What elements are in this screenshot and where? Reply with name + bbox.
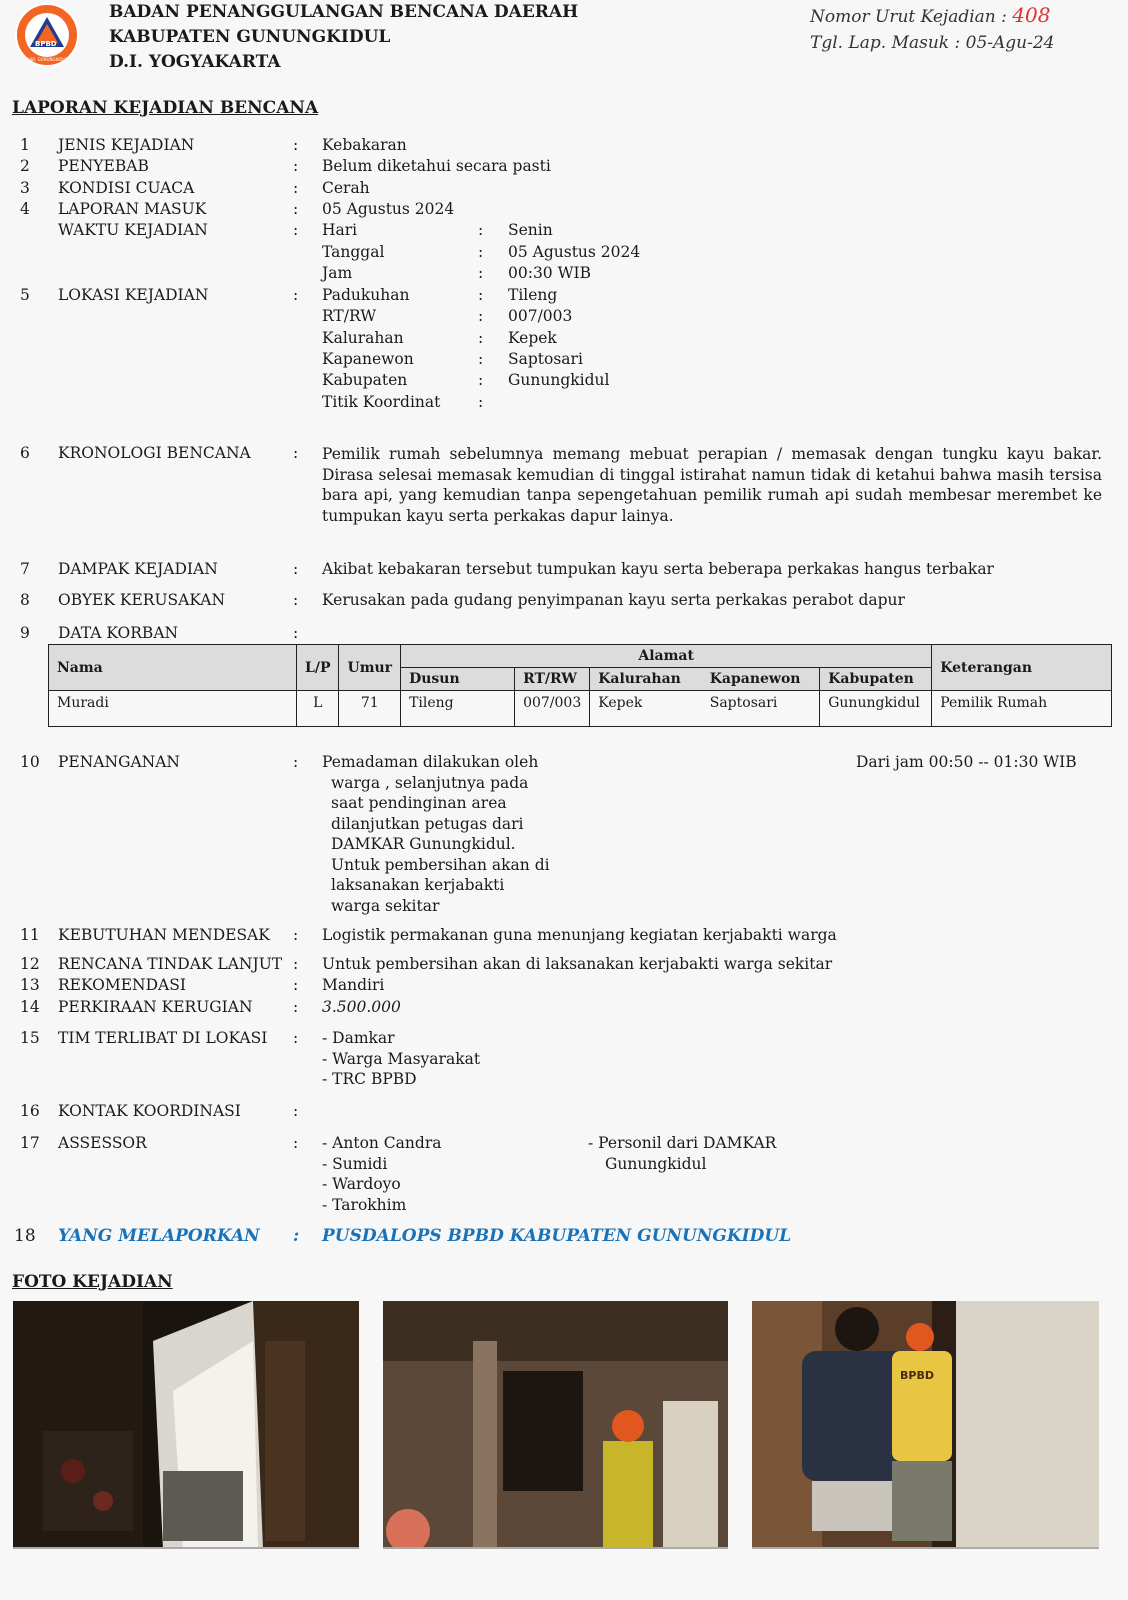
table-row [49, 691, 1112, 727]
item-11-colon: : [293, 926, 299, 944]
item-4-label: LAPORAN MASUK [58, 200, 207, 218]
padukuhan-colon: : [478, 286, 484, 304]
item-11-value: Logistik permakanan guna menunjang kegiatan kerjabakti warga [322, 926, 837, 944]
item-1-value: Kebakaran [322, 136, 407, 154]
cell-keterangan: Pemilik Rumah [932, 691, 1112, 727]
kabupaten-colon: : [478, 371, 484, 389]
item-16-label: KONTAK KOORDINASI [58, 1102, 241, 1120]
photos-title: FOTO KEJADIAN [12, 1272, 173, 1292]
koordinat-colon: : [478, 393, 484, 411]
kabupaten-value: Gunungkidul [508, 371, 610, 389]
item-10-label: PENANGANAN [58, 753, 180, 771]
kalurahan-value: Kepek [508, 329, 557, 347]
th-keterangan: Keterangan [932, 645, 1112, 691]
report-meta [810, 2, 1055, 56]
item-12-label: RENCANA TINDAK LANJUT [58, 955, 283, 973]
item-10-no: 10 [20, 753, 40, 771]
photo-2 [383, 1301, 728, 1549]
item-8-label: OBYEK KERUSAKAN [58, 591, 226, 609]
hari-value: Senin [508, 221, 553, 239]
th-kalurahan: Kalurahan [590, 668, 702, 691]
jam-label: Jam [322, 264, 353, 282]
item-18-label: YANG MELAPORKAN [58, 1226, 260, 1246]
waktu-colon: : [293, 221, 299, 239]
list-item: - TRC BPBD [322, 1070, 417, 1088]
agency-line3: D.I. YOGYAKARTA [109, 52, 281, 72]
bpbd-logo [14, 2, 80, 68]
item-17-no: 17 [20, 1134, 40, 1152]
th-alamat: Alamat [401, 645, 932, 668]
item-5-label: LOKASI KEJADIAN [58, 286, 209, 304]
list-item: - Wardoyo [322, 1175, 401, 1193]
list-item: - Sumidi [322, 1154, 388, 1173]
cell-dusun: Tileng [401, 691, 515, 727]
kalurahan-label: Kalurahan [322, 329, 404, 347]
item-9-label: DATA KORBAN [58, 624, 179, 642]
item-4-colon: : [293, 200, 299, 218]
tgl-lap-masuk: Tgl. Lap. Masuk : 05-Agu-24 [810, 33, 1055, 53]
item-18-value: PUSDALOPS BPBD KABUPATEN GUNUNGKIDUL [322, 1226, 792, 1246]
item-5-no: 5 [20, 286, 30, 304]
assessor-list [322, 1133, 441, 1215]
photo-3 [752, 1301, 1099, 1549]
tanggal-label: Tanggal [322, 243, 385, 261]
kapanewon-colon: : [478, 350, 484, 368]
item-12-value: Untuk pembersihan akan di laksanakan kerjabakti warga sekitar [322, 955, 833, 973]
item-2-label: PENYEBAB [58, 157, 149, 175]
item-18-colon: : [293, 1226, 300, 1246]
list-item: - Warga Masyarakat [322, 1049, 481, 1068]
item-7-value: Akibat kebakaran tersebut tumpukan kayu serta beberapa perkakas hangus terbakar [322, 560, 994, 578]
hari-label: Hari [322, 221, 358, 239]
cell-rtrw: 007/003 [515, 691, 590, 727]
th-rtrw: RT/RW [515, 668, 590, 691]
kapanewon-value: Saptosari [508, 350, 583, 368]
logo-text: BPBD [35, 40, 57, 48]
hari-colon: : [478, 221, 484, 239]
item-9-no: 9 [20, 624, 30, 642]
item-2-value: Belum diketahui secara pasti [322, 157, 551, 175]
th-kabupaten: Kabupaten [820, 668, 932, 691]
assessor-other-line2: Gunungkidul [605, 1154, 707, 1173]
item-8-value: Kerusakan pada gudang penyimpanan kayu serta perkakas perabot dapur [322, 591, 905, 609]
th-dusun: Dusun [401, 668, 515, 691]
item-6-value: Pemilik rumah sebelumnya memang mebuat perapian / memasak dengan tungku kayu bakar. Dirasa selesai memasak kemudian di tinggal istirahat namun tidak di ketahui bahwa masih tersisa bara api, yang kemudian tanpa sepengetahuan pemilik rumah api sudah membesar merembet ke tumpukan kayu serta perkakas dapur lainya. [322, 445, 1102, 525]
tanggal-colon: : [478, 243, 484, 261]
item-6-no: 6 [20, 444, 30, 462]
item-2-colon: : [293, 157, 299, 175]
item-1-no: 1 [20, 136, 30, 154]
th-umur: Umur [339, 645, 401, 691]
th-kapanewon: Kapanewon [702, 668, 820, 691]
item-14-no: 14 [20, 998, 40, 1016]
item-4-value: 05 Agustus 2024 [322, 200, 455, 218]
item-1-colon: : [293, 136, 299, 154]
item-12-no: 12 [20, 955, 40, 973]
cell-nama: Muradi [49, 691, 297, 727]
item-3-colon: : [293, 179, 299, 197]
item-7-no: 7 [20, 560, 30, 578]
item-10-colon: : [293, 753, 299, 771]
waktu-label: WAKTU KEJADIAN [58, 221, 208, 239]
item-14-colon: : [293, 998, 299, 1016]
team-list [322, 1028, 480, 1090]
report-title: LAPORAN KEJADIAN BENCANA [12, 98, 319, 118]
rtrw-value: 007/003 [508, 307, 573, 325]
item-11-label: KEBUTUHAN MENDESAK [58, 926, 270, 944]
item-13-label: REKOMENDASI [58, 976, 186, 994]
cell-kabupaten: Gunungkidul [820, 691, 932, 727]
item-17-label: ASSESSOR [58, 1134, 147, 1152]
kalurahan-colon: : [478, 329, 484, 347]
item-1-label: JENIS KEJADIAN [58, 136, 195, 154]
item-14-value: 3.500.000 [322, 998, 401, 1016]
item-11-no: 11 [20, 926, 40, 944]
assessor-other [588, 1133, 776, 1174]
item-15-no: 15 [20, 1029, 40, 1047]
item-7-colon: : [293, 560, 299, 578]
item-17-colon: : [293, 1134, 299, 1152]
nomor-label: Nomor Urut Kejadian : [810, 7, 1013, 27]
list-item: - Damkar [322, 1029, 395, 1047]
th-nama: Nama [49, 645, 297, 691]
item-2-no: 2 [20, 157, 30, 175]
rtrw-label: RT/RW [322, 307, 377, 325]
item-9-colon: : [293, 624, 299, 642]
agency-name [109, 0, 578, 75]
agency-line1: BADAN PENANGGULANGAN BENCANA DAERAH [109, 2, 579, 22]
photo-badge: BPBD [900, 1369, 934, 1382]
jam-value: 00:30 WIB [508, 264, 592, 282]
item-12-colon: : [293, 955, 299, 973]
list-item: - Anton Candra [322, 1134, 442, 1152]
assessor-other-line1: - Personil dari DAMKAR [588, 1134, 777, 1152]
padukuhan-label: Padukuhan [322, 286, 410, 304]
item-16-colon: : [293, 1102, 299, 1120]
cell-umur: 71 [339, 691, 401, 727]
item-13-colon: : [293, 976, 299, 994]
item-4-no: 4 [20, 200, 30, 218]
item-5-colon: : [293, 286, 299, 304]
agency-line2: KABUPATEN GUNUNGKIDUL [109, 27, 391, 47]
item-16-no: 16 [20, 1102, 40, 1120]
item-8-no: 8 [20, 591, 30, 609]
kabupaten-label: Kabupaten [322, 371, 408, 389]
korban-table [48, 644, 1112, 727]
nomor-value: 408 [1012, 3, 1051, 27]
item-15-colon: : [293, 1029, 299, 1047]
cell-kalurahan: Kepek [590, 691, 702, 727]
item-3-value: Cerah [322, 179, 370, 197]
item-18-no: 18 [14, 1226, 36, 1246]
th-lp: L/P [297, 645, 339, 691]
logo-ring-text: KAB. GUNUNGKIDUL [27, 57, 68, 62]
tanggal-value: 05 Agustus 2024 [508, 243, 641, 261]
list-item: - Tarokhim [322, 1195, 407, 1214]
item-6-label: KRONOLOGI BENCANA [58, 444, 251, 462]
item-3-label: KONDISI CUACA [58, 179, 195, 197]
kapanewon-label: Kapanewon [322, 350, 414, 368]
rtrw-colon: : [478, 307, 484, 325]
item-3-no: 3 [20, 179, 30, 197]
item-6-colon: : [293, 444, 299, 462]
item-10-time: Dari jam 00:50 -- 01:30 WIB [856, 753, 1077, 771]
item-14-label: PERKIRAAN KERUGIAN [58, 998, 253, 1016]
item-13-value: Mandiri [322, 976, 385, 994]
cell-kapanewon: Saptosari [702, 691, 820, 727]
padukuhan-value: Tileng [508, 286, 558, 304]
cell-lp: L [297, 691, 339, 727]
jam-colon: : [478, 264, 484, 282]
item-8-colon: : [293, 591, 299, 609]
item-7-label: DAMPAK KEJADIAN [58, 560, 218, 578]
item-13-no: 13 [20, 976, 40, 994]
item-15-label: TIM TERLIBAT DI LOKASI [58, 1029, 268, 1047]
koordinat-label: Titik Koordinat [322, 393, 441, 411]
photo-1 [13, 1301, 359, 1549]
item-10-value: Pemadaman dilakukan oleh warga , selanjutnya pada saat pendinginan area dilanjutkan petugas dari DAMKAR Gunungkidul. Untuk pembersihan akan di laksanakan kerjabakti warga sekitar [322, 753, 550, 915]
